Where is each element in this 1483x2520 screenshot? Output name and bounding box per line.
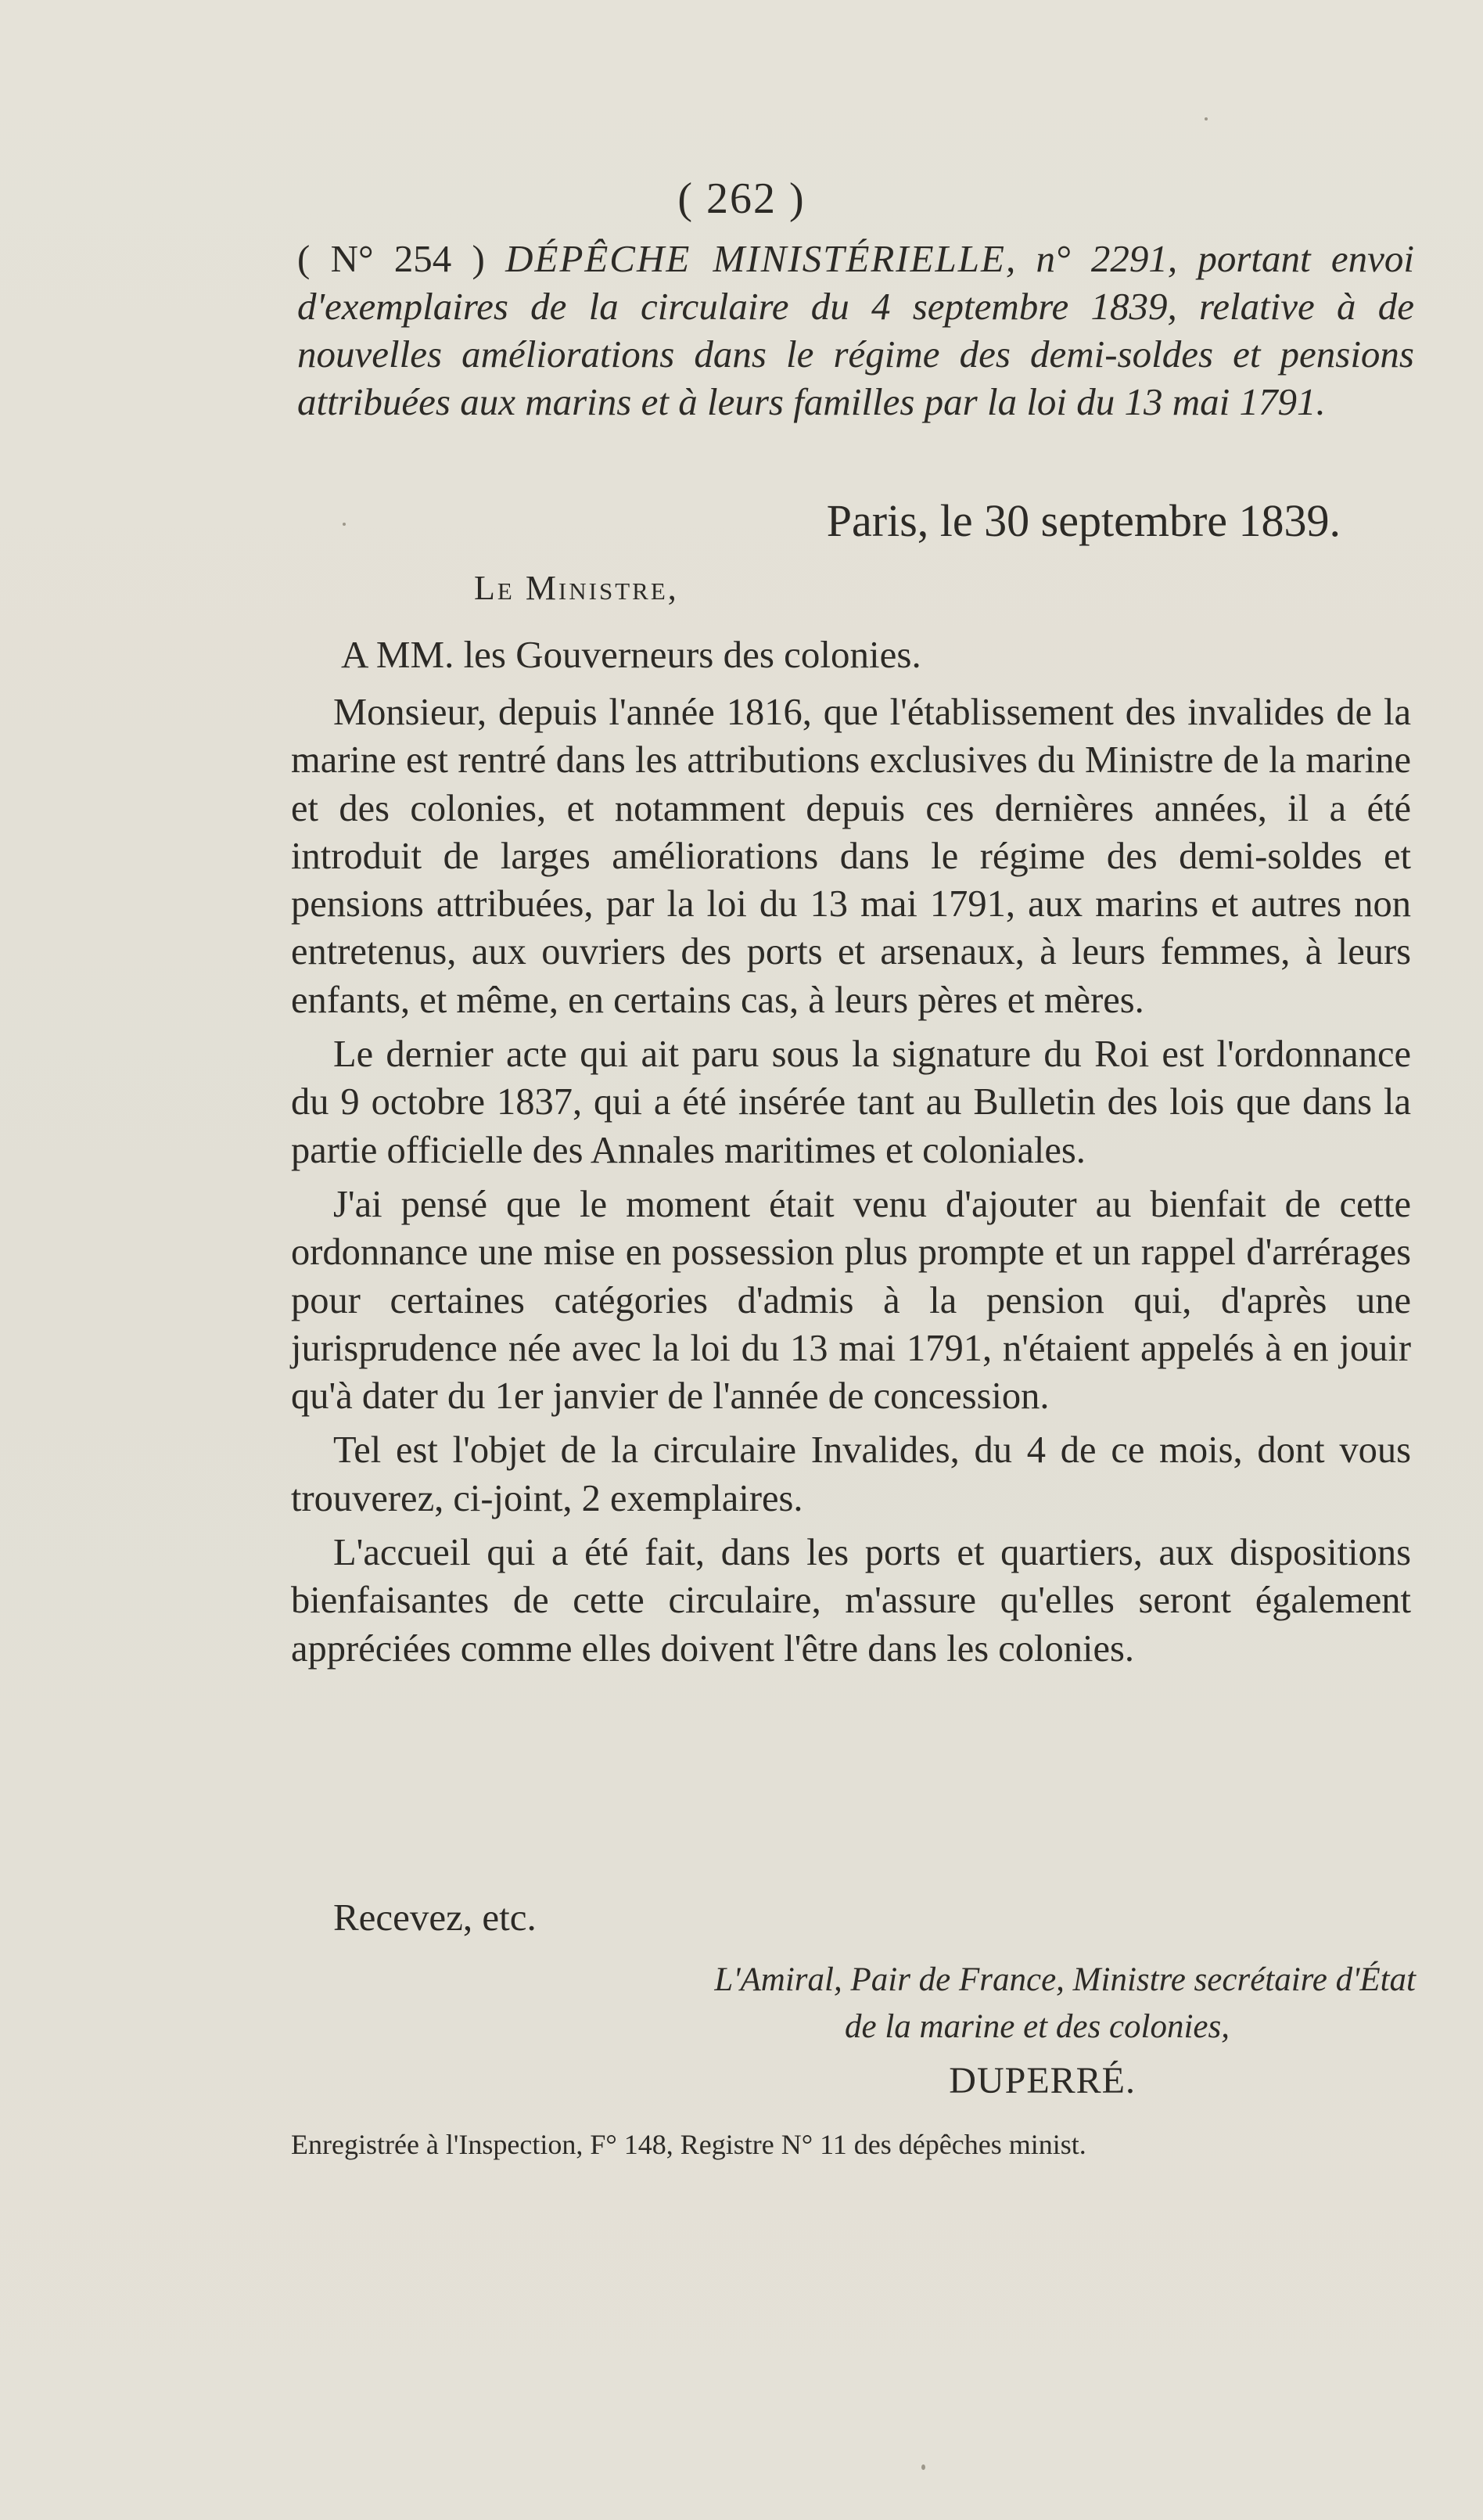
paper-speck	[343, 523, 346, 526]
paragraph: L'accueil qui a été fait, dans les ports et quartiers, aux dispositions bienfaisantes de cette circulaire, m'assure qu'elles seront également appréciées comme elles doivent l'être dans les colonies.	[291, 1532, 1411, 1670]
dispatch-subject: , n° 2291, portant envoi d'exemplaires de la circulaire du 4 septembre 1839, relative à de nouvelles améliorations dans le régime des demi-soldes et pensions attribuées aux marins et à leurs familles par la loi du 13 mai 1791.	[297, 237, 1414, 423]
dispatch-number: ( N° 254 )	[297, 237, 485, 280]
signature-name: DUPERRÉ.	[949, 2060, 1136, 2101]
signature-office-line: de la marine et des colonies,	[844, 2008, 1230, 2045]
dispatch-title: DÉPÊCHE MINISTÉRIELLE	[505, 237, 1006, 280]
page-number: ( 262 )	[677, 174, 806, 223]
paragraph: Le dernier acte qui ait paru sous la signature du Roi est l'ordonnance du 9 octobre 1837, qui a été insérée tant au Bulletin des lois que dans la partie officielle des Annales maritimes et coloniales.	[291, 1034, 1411, 1171]
letter-body	[291, 688, 1411, 1679]
addressee-line: A MM. les Gouverneurs des colonies.	[341, 633, 921, 676]
paragraph: J'ai pensé que le moment était venu d'ajouter au bienfait de cette ordonnance une mise en possession plus prompte et un rappel d'arrérages pour certaines catégories d'admis à la pension qui, d'après une jurisprudence née avec la loi du 13 mai 1791, n'étaient appelés à en jouir qu'à dater du 1er janvier de l'année de concession.	[291, 1183, 1411, 1418]
registry-note: Enregistrée à l'Inspection, F° 148, Registre N° 11 des dépêches minist.	[291, 2129, 1086, 2160]
signature-title-line: L'Amiral, Pair de France, Ministre secrétaire d'État	[714, 1961, 1416, 1998]
closing-formula: Recevez, etc.	[333, 1896, 537, 1939]
paper-speck	[1205, 117, 1208, 120]
dispatch-heading	[297, 235, 1414, 426]
paper-speck	[921, 2464, 925, 2470]
dateline: Paris, le 30 septembre 1839.	[826, 495, 1341, 546]
paragraph: Tel est l'objet de la circulaire Invalides, du 4 de ce mois, dont vous trouverez, ci-joint, 2 exemplaires.	[291, 1429, 1411, 1519]
sender-line: Le Ministre,	[474, 569, 679, 607]
paragraph: Monsieur, depuis l'année 1816, que l'établissement des invalides de la marine est rentré dans les attributions exclusives du Ministre de la marine et des colonies, et notamment depuis ces dernières années, il a été introduit de larges améliorations dans le régime des demi-soldes et pensions attribuées, par la loi du 13 mai 1791, aux marins et autres non entretenus, aux ouvriers des ports et arsenaux, à leurs femmes, à leurs enfants, et même, en certains cas, à leurs pères et mères.	[291, 692, 1411, 1021]
